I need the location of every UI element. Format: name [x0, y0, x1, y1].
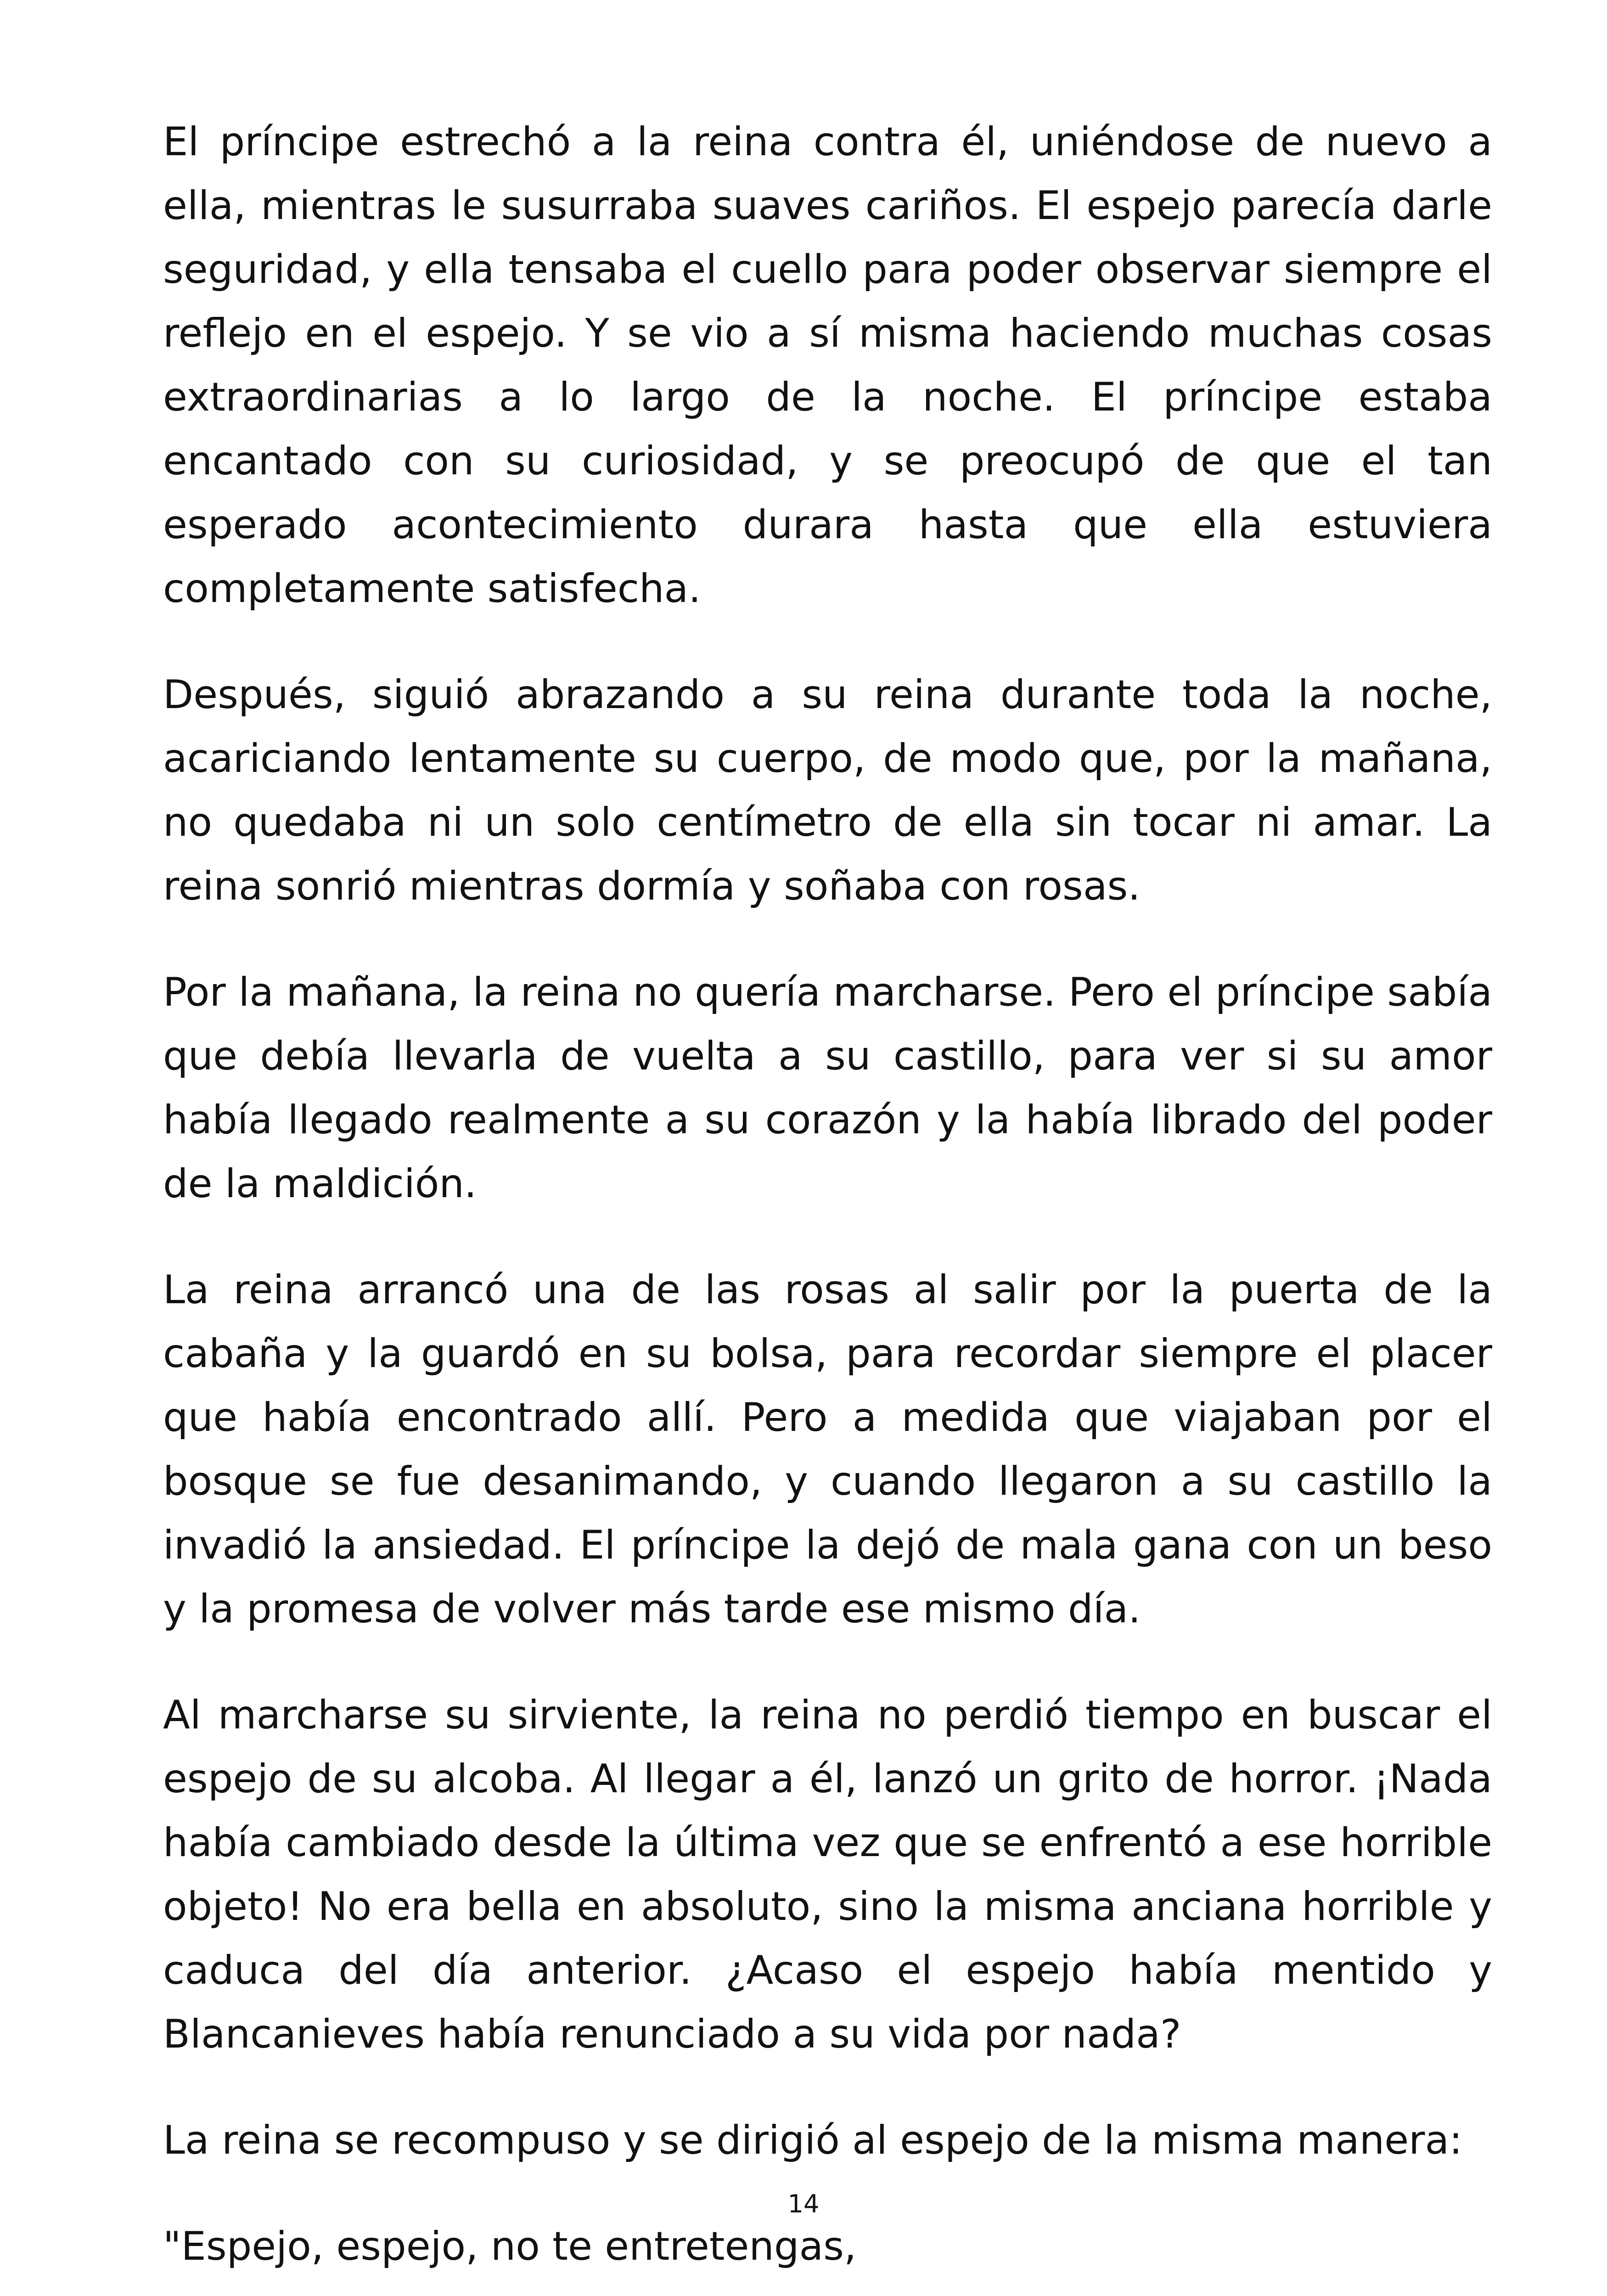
paragraph: Por la mañana, la reina no quería marcharse. Pero el príncipe sabía que debía llevarla de vuelta a su castillo, para ver si su amor había llegado realmente a su corazón y la había librado del poder de la maldición. [163, 969, 1492, 1207]
paragraph: La reina arrancó una de las rosas al salir por la puerta de la cabaña y la guardó en su bolsa, para recordar siempre el placer que había encontrado allí. Pero a medida que viajaban por el bosque se fue desanimando, y cuando llegaron a su castillo la invadió la ansiedad. El príncipe la dejó de mala gana con un beso y la promesa de volver más tarde ese mismo día. [163, 1267, 1492, 1632]
page-number: 14 [787, 2189, 820, 2218]
paragraph: La reina se recompuso y se dirigió al espejo de la misma manera: [163, 2117, 1463, 2163]
body-text [163, 110, 1492, 2296]
paragraph: Después, siguió abrazando a su reina durante toda la noche, acariciando lentamente su cuerpo, de modo que, por la mañana, no quedaba ni un solo centímetro de ella sin tocar ni amar. La reina sonrió mientras dormía y soñaba con rosas. [163, 672, 1492, 909]
paragraph: El príncipe estrechó a la reina contra él, uniéndose de nuevo a ella, mientras le susurraba suaves cariños. El espejo parecía darle seguridad, y ella tensaba el cuello para poder observar siempre el reflejo en el espejo. Y se vio a sí misma haciendo muchas cosas extraordinarias a lo largo de la noche. El príncipe estaba encantado con su curiosidad, y se preocupó de que el tan esperado acontecimiento durara hasta que ella estuviera completamente satisfecha. [163, 119, 1492, 612]
paragraph: Al marcharse su sirviente, la reina no perdió tiempo en buscar el espejo de su alcoba. Al llegar a él, lanzó un grito de horror. ¡Nada había cambiado desde la última vez que se enfrentó a ese horrible objeto! No era bella en absoluto, sino la misma anciana horrible y caduca del día anterior. ¿Acaso el espejo había mentido y Blancanieves había renunciado a su vida por nada? [163, 1692, 1492, 2057]
paragraph: "Espejo, espejo, no te entretengas, [163, 2223, 857, 2269]
